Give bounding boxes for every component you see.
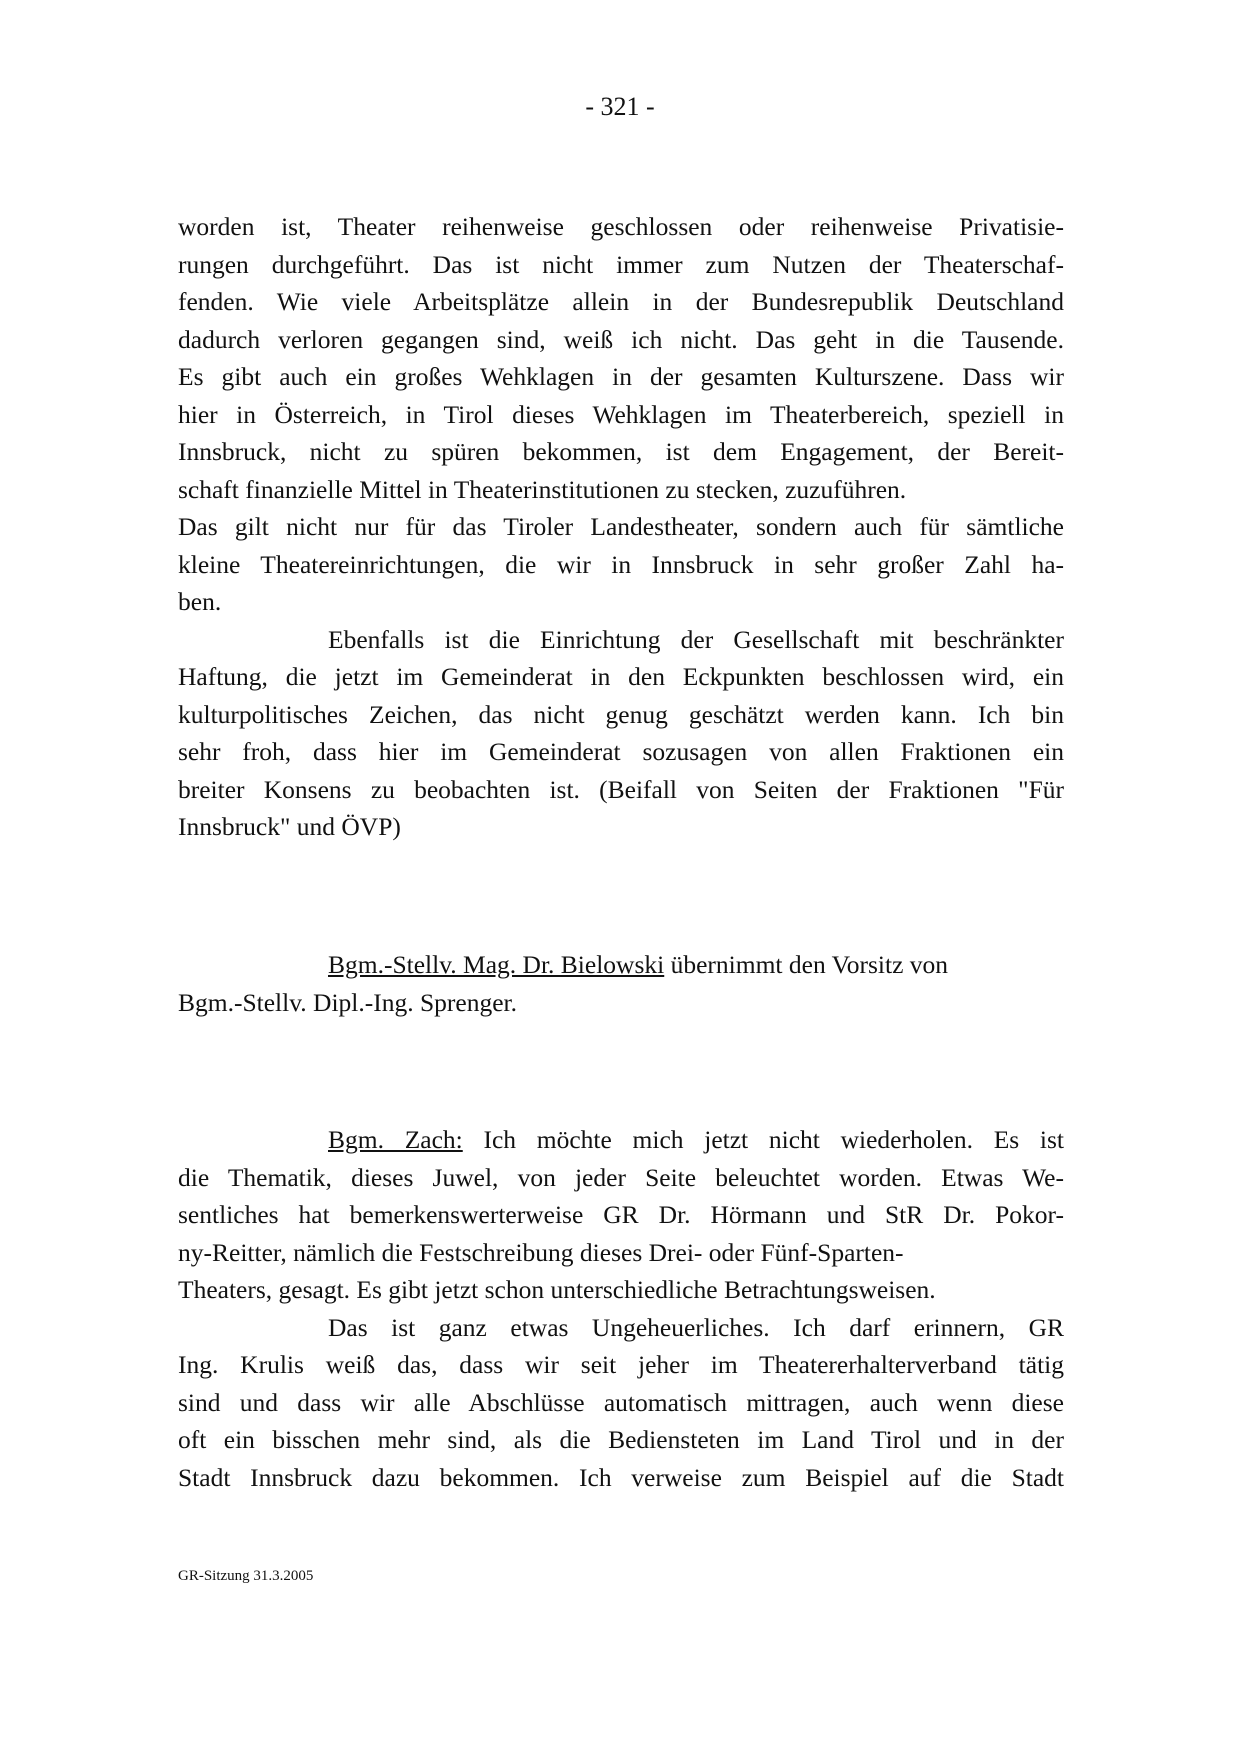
- page-number: - 321 -: [585, 92, 655, 121]
- text-line: Das gilt nicht nur für das Tiroler Landestheater, sondern auch für sämtliche: [178, 512, 1064, 541]
- text-line: Ing. Krulis weiß das, dass wir seit jeher im Theatererhalterverband tätig: [178, 1350, 1064, 1379]
- text-line: Innsbruck" und ÖVP): [178, 812, 401, 841]
- speech-zach: [178, 1121, 1064, 1496]
- text-line: fenden. Wie viele Arbeitsplätze allein in der Bundesrepublik Deutschland: [178, 287, 1064, 316]
- text-line: [178, 1121, 1064, 1159]
- text-line: [178, 946, 1064, 984]
- text-line: rungen durchgeführt. Das ist nicht immer zum Nutzen der Theaterschaf-: [178, 249, 1064, 279]
- text-line: kulturpolitisches Zeichen, das nicht genug geschätzt werden kann. Ich bin: [178, 699, 1064, 729]
- text-line: sind und dass wir alle Abschlüsse automatisch mittragen, auch wenn diese: [178, 1387, 1064, 1417]
- text-line: Stadt Innsbruck dazu bekommen. Ich verweise zum Beispiel auf die Stadt: [178, 1462, 1064, 1492]
- text-line: kleine Theatereinrichtungen, die wir in Innsbruck in sehr großer Zahl ha-: [178, 549, 1064, 579]
- text-line: Innsbruck, nicht zu spüren bekommen, ist dem Engagement, der Bereit-: [178, 437, 1064, 466]
- text-line: die Thematik, dieses Juwel, von jeder Seite beleuchtet worden. Etwas We-: [178, 1162, 1064, 1192]
- text-line: sentliches hat bemerkenswerterweise GR Dr. Hörmann und StR Dr. Pokor-: [178, 1200, 1064, 1229]
- text-line: dadurch verloren gegangen sind, weiß ich nicht. Das geht in die Tausende.: [178, 324, 1064, 354]
- text-line: ny-Reitter, nämlich die Festschreibung dieses Drei- oder Fünf-Sparten-: [178, 1237, 904, 1267]
- speech-continuation: [178, 208, 1064, 846]
- text-fragment: übernimmt den Vorsitz von: [664, 950, 949, 979]
- text-line: Haftung, die jetzt im Gemeinderat in den Eckpunkten beschlossen wird, ein: [178, 662, 1064, 691]
- text-line: schaft finanzielle Mittel in Theaterinstitutionen zu stecken, zuzuführen.: [178, 474, 907, 504]
- text-line: Es gibt auch ein großes Wehklagen in der gesamten Kulturszene. Dass wir: [178, 362, 1064, 391]
- text-line: oft ein bisschen mehr sind, als die Bediensteten im Land Tirol und in der: [178, 1425, 1064, 1454]
- text-line: Ebenfalls ist die Einrichtung der Gesellschaft mit beschränkter: [328, 624, 1064, 654]
- text-line: hier in Österreich, in Tirol dieses Wehklagen im Theaterbereich, speziell in: [178, 399, 1064, 429]
- page-footer: GR-Sitzung 31.3.2005: [178, 1568, 314, 1584]
- text-line: worden ist, Theater reihenweise geschlossen oder reihenweise Privatisie-: [178, 212, 1064, 241]
- text-line: breiter Konsens zu beobachten ist. (Beifall von Seiten der Fraktionen "Für: [178, 774, 1064, 804]
- chair-change-note: [178, 946, 1064, 1021]
- text-line: Das ist ganz etwas Ungeheuerliches. Ich darf erinnern, GR: [328, 1312, 1064, 1342]
- speaker-name: Bgm. Zach:: [328, 1125, 463, 1154]
- text-line: Bgm.-Stellv. Dipl.-Ing. Sprenger.: [178, 987, 518, 1017]
- speaker-name: Bgm.-Stellv. Mag. Dr. Bielowski: [328, 950, 665, 979]
- text-line: sehr froh, dass hier im Gemeinderat sozusagen von allen Fraktionen ein: [178, 737, 1064, 766]
- text-line: Theaters, gesagt. Es gibt jetzt schon unterschiedliche Betrachtungsweisen.: [178, 1275, 936, 1304]
- text-fragment: Ich möchte mich jetzt nicht wiederholen. Es ist: [462, 1125, 1065, 1154]
- text-line: ben.: [178, 587, 222, 616]
